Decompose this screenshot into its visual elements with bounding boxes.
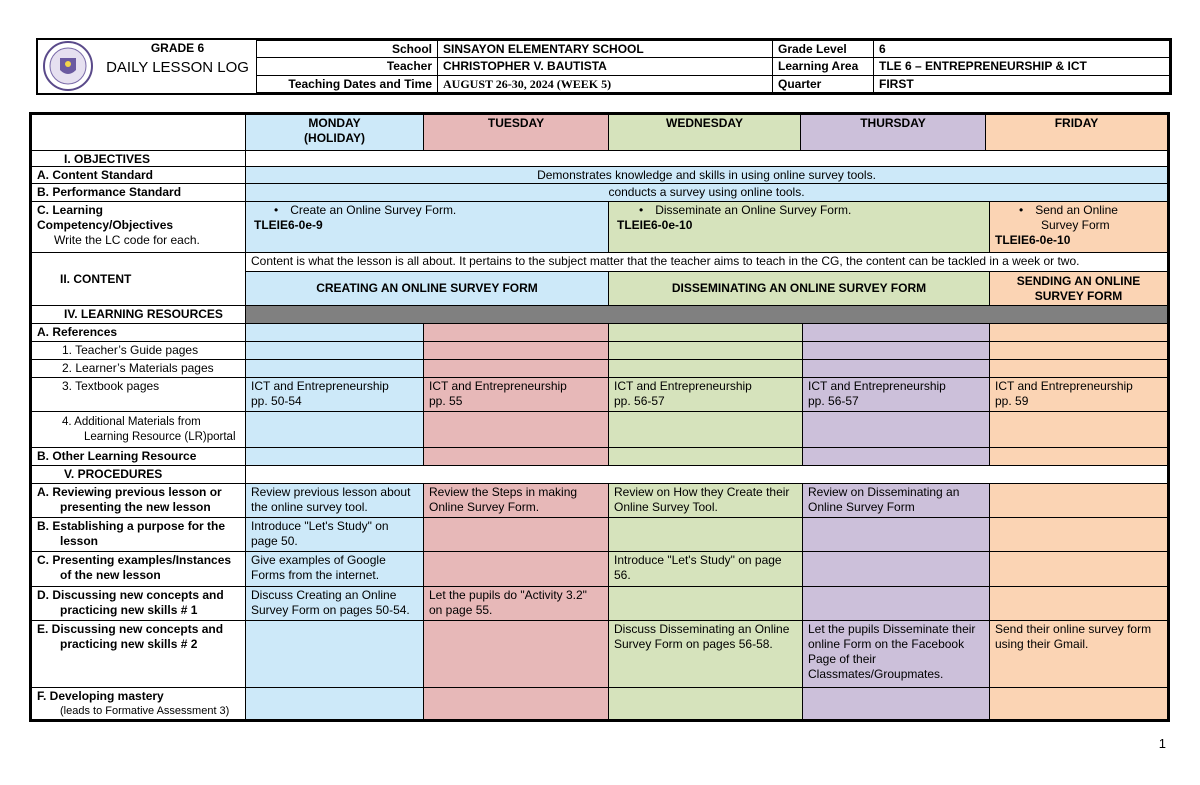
content-heading: II. CONTENT [31, 252, 246, 306]
proc-a-label-line2: presenting the new lesson [60, 500, 211, 514]
proc-a-label [31, 483, 246, 518]
proc-d-mon: Discuss Creating an Online Survey Form on pages 50-54. [245, 586, 424, 621]
textbook-thu-title: ICT and Entrepreneurship [808, 379, 946, 393]
proc-c-label [31, 551, 246, 587]
teacher-label: Teacher [256, 57, 438, 76]
other-tue [423, 447, 609, 466]
competency-label: C. Learning Competency/Objectives [37, 203, 174, 232]
textbook-pages-label: 3. Textbook pages [31, 377, 246, 412]
proc-a-wed: Review on How they Create their Online Survey Tool. [608, 483, 803, 518]
textbook-mon-title: ICT and Entrepreneurship [251, 379, 389, 393]
proc-b-thu [802, 517, 990, 552]
day-header-monday [245, 114, 424, 151]
proc-e-label-line2: practicing new skills # 2 [60, 637, 198, 651]
corner-cell [31, 114, 246, 151]
school-label: School [256, 40, 438, 58]
proc-d-fri [989, 586, 1168, 621]
other-thu [802, 447, 990, 466]
tg-wed [608, 341, 803, 360]
proc-b-mon: Introduce "Let's Study" on page 50. [245, 517, 424, 552]
textbook-tue-pages: pp. 55 [429, 394, 463, 408]
proc-b-label-line2: lesson [60, 534, 99, 548]
other-mon [245, 447, 424, 466]
procedures-heading-fill [245, 465, 1168, 484]
competency-mon-tue-code: TLEIE6-0e-9 [254, 218, 323, 232]
proc-a-label-line1: A. Reviewing previous lesson or [37, 485, 222, 499]
proc-c-label-line1: C. Presenting examples/Instances [37, 553, 232, 567]
additional-materials-label [31, 411, 246, 448]
content-wed-thu: DISSEMINATING AN ONLINE SURVEY FORM [608, 271, 990, 306]
learning-area-value: TLE 6 – ENTREPRENEURSHIP & ICT [873, 57, 1170, 76]
proc-a-fri [989, 483, 1168, 518]
competency-fri-code: TLEIE6-0e-10 [995, 233, 1071, 247]
proc-f-fri [989, 687, 1168, 720]
proc-e-mon [245, 620, 424, 688]
performance-standard-value: conducts a survey using online tools. [245, 183, 1168, 202]
resources-heading: IV. LEARNING RESOURCES [31, 305, 246, 324]
proc-f-mon [245, 687, 424, 720]
lm-thu [802, 359, 990, 378]
other-wed [608, 447, 803, 466]
proc-a-mon: Review previous lesson about the online survey tool. [245, 483, 424, 518]
textbook-tue [423, 377, 609, 412]
proc-d-thu [802, 586, 990, 621]
proc-b-label [31, 517, 246, 552]
proc-c-tue [423, 551, 609, 587]
quarter-label: Quarter [772, 75, 874, 93]
content-fri: SENDING AN ONLINE SURVEY FORM [989, 271, 1168, 306]
objectives-heading: I. OBJECTIVES [31, 150, 246, 167]
proc-e-label [31, 620, 246, 688]
tg-tue [423, 341, 609, 360]
proc-f-wed [608, 687, 803, 720]
proc-c-mon: Give examples of Google Forms from the internet. [245, 551, 424, 587]
textbook-wed-title: ICT and Entrepreneurship [614, 379, 752, 393]
proc-a-tue: Review the Steps in making Online Survey Form. [423, 483, 609, 518]
additional-tue [423, 411, 609, 448]
competency-label-cell [31, 201, 246, 253]
lm-mon [245, 359, 424, 378]
proc-e-fri: Send their online survey form using their Gmail. [989, 620, 1168, 688]
content-mon-tue: CREATING AN ONLINE SURVEY FORM [245, 271, 609, 306]
day-header-wednesday: WEDNESDAY [608, 114, 801, 151]
proc-e-tue [423, 620, 609, 688]
other-resource-label: B. Other Learning Resource [31, 447, 246, 466]
procedures-heading: V. PROCEDURES [31, 465, 246, 484]
textbook-mon-pages: pp. 50-54 [251, 394, 302, 408]
proc-f-label-line2: (leads to Formative Assessment 3) [60, 705, 230, 717]
content-description: Content is what the lesson is all about. It pertains to the subject matter that the teacher aims to teach in the CG, the content can be tackled in a week or two. [245, 252, 1168, 272]
proc-d-wed [608, 586, 803, 621]
tg-mon [245, 341, 424, 360]
monday-holiday-note: (HOLIDAY) [304, 131, 365, 145]
lm-wed [608, 359, 803, 378]
textbook-wed-pages: pp. 56-57 [614, 394, 665, 408]
objectives-heading-fill [245, 150, 1168, 167]
additional-fri [989, 411, 1168, 448]
other-fri [989, 447, 1168, 466]
resources-heading-banner [245, 305, 1168, 324]
proc-d-tue: Let the pupils do "Activity 3.2" on page 55. [423, 586, 609, 621]
textbook-fri [989, 377, 1168, 412]
proc-f-thu [802, 687, 990, 720]
additional-mon [245, 411, 424, 448]
proc-f-tue [423, 687, 609, 720]
textbook-mon [245, 377, 424, 412]
proc-e-wed: Discuss Disseminating an Online Survey Form on pages 56-58. [608, 620, 803, 688]
competency-fri-line1: • Send an Online [995, 203, 1162, 218]
day-header-friday: FRIDAY [985, 114, 1168, 151]
proc-f-label [31, 687, 246, 720]
daily-lesson-log-title: DAILY LESSON LOG [106, 59, 249, 76]
school-value: SINSAYON ELEMENTARY SCHOOL [437, 40, 773, 58]
tg-pages-label: 1. Teacher’s Guide pages [31, 341, 246, 360]
proc-b-fri [989, 517, 1168, 552]
proc-d-label-line2: practicing new skills # 1 [60, 603, 198, 617]
lm-fri [989, 359, 1168, 378]
tg-thu [802, 341, 990, 360]
proc-b-tue [423, 517, 609, 552]
proc-b-label-line1: B. Establishing a purpose for the [37, 519, 226, 533]
references-tue [423, 323, 609, 342]
references-label: A. References [31, 323, 246, 342]
performance-standard-label: B. Performance Standard [31, 183, 246, 202]
textbook-wed [608, 377, 803, 412]
additional-materials-line2: Learning Resource (LR)portal [84, 431, 236, 443]
teacher-value: CHRISTOPHER V. BAUTISTA [437, 57, 773, 76]
day-header-thursday: THURSDAY [800, 114, 986, 151]
textbook-tue-title: ICT and Entrepreneurship [429, 379, 567, 393]
references-fri [989, 323, 1168, 342]
proc-d-label-line1: D. Discussing new concepts and [37, 588, 224, 602]
proc-a-thu: Review on Disseminating an Online Survey Form [802, 483, 990, 518]
textbook-fri-pages: pp. 59 [995, 394, 1029, 408]
additional-thu [802, 411, 990, 448]
proc-e-thu: Let the pupils Disseminate their online Form on the Facebook Page of their Classmates/Groupmates. [802, 620, 990, 688]
proc-d-label [31, 586, 246, 621]
competency-mon-tue-text: • Create an Online Survey Form. [254, 203, 603, 218]
content-standard-value: Demonstrates knowledge and skills in using online survey tools. [245, 166, 1168, 184]
tg-fri [989, 341, 1168, 360]
day-header-tuesday: TUESDAY [423, 114, 609, 151]
dates-label: Teaching Dates and Time [256, 75, 438, 93]
additional-materials-line1: 4. Additional Materials from [62, 416, 201, 428]
competency-mon-tue [245, 201, 609, 253]
competency-wed-thu-code: TLEIE6-0e-10 [617, 218, 693, 232]
references-thu [802, 323, 990, 342]
proc-e-label-line1: E. Discussing new concepts and [37, 622, 224, 636]
competency-fri [989, 201, 1168, 253]
grade-level-value: 6 [873, 40, 1170, 58]
lm-tue [423, 359, 609, 378]
textbook-thu [802, 377, 990, 412]
textbook-thu-pages: pp. 56-57 [808, 394, 859, 408]
grade-level-label: Grade Level [772, 40, 874, 58]
competency-fri-line2: Survey Form [1041, 218, 1110, 232]
competency-wed-thu-text: • Disseminate an Online Survey Form. [617, 203, 984, 218]
competency-sub: Write the LC code for each. [54, 233, 200, 247]
monday-label: MONDAY [308, 116, 361, 130]
quarter-value: FIRST [873, 75, 1170, 93]
dates-value: AUGUST 26-30, 2024 (WEEK 5) [437, 75, 773, 93]
learning-area-label: Learning Area [772, 57, 874, 76]
proc-c-label-line2: of the new lesson [60, 568, 161, 582]
proc-c-thu [802, 551, 990, 587]
proc-c-wed: Introduce "Let's Study" on page 56. [608, 551, 803, 587]
proc-c-fri [989, 551, 1168, 587]
references-mon [245, 323, 424, 342]
page-number: 1 [1158, 736, 1166, 751]
content-standard-label: A. Content Standard [31, 166, 246, 184]
competency-wed-thu [608, 201, 990, 253]
grade-title: GRADE 6 [150, 41, 205, 55]
proc-b-wed [608, 517, 803, 552]
textbook-fri-title: ICT and Entrepreneurship [995, 379, 1133, 393]
additional-wed [608, 411, 803, 448]
deped-seal [40, 40, 96, 92]
references-wed [608, 323, 803, 342]
lm-pages-label: 2. Learner’s Materials pages [31, 359, 246, 378]
proc-f-label-line1: F. Developing mastery [37, 689, 164, 703]
